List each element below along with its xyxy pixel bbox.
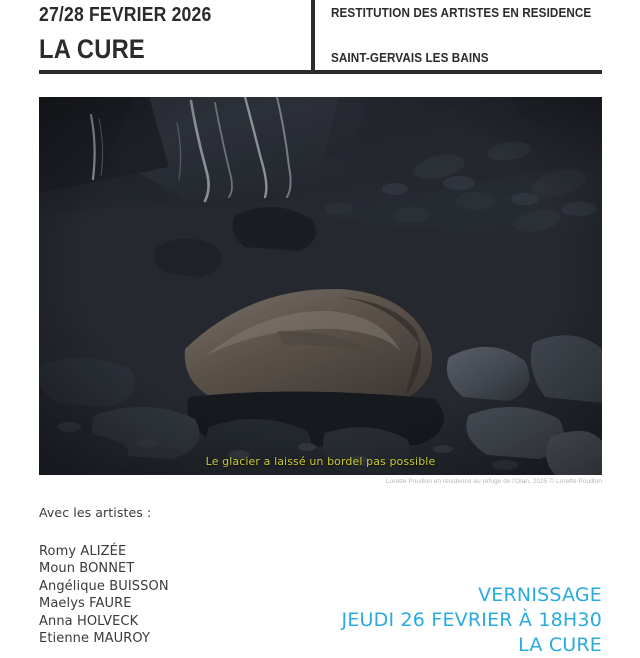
- header-vertical-divider: [311, 0, 315, 72]
- event-city: SAINT-GERVAIS LES BAINS: [331, 50, 489, 65]
- photo-credit: Lorette Pouillon en résidence au refuge de l'Olan, 2025 © Lorette Pouillon: [385, 478, 602, 485]
- list-item: Anna HOLVECK: [39, 613, 139, 629]
- artists-section: [39, 505, 339, 647]
- event-kicker: RESTITUTION DES ARTISTES EN RESIDENCE: [331, 5, 592, 20]
- scree-slope-illustration: [39, 97, 602, 475]
- vernissage-heading: VERNISSAGE: [478, 584, 602, 606]
- artists-list: [39, 543, 339, 647]
- list-item: Romy ALIZÉE: [39, 544, 127, 559]
- header-horizontal-rule: [39, 70, 602, 74]
- header-right-block: [331, 0, 602, 72]
- list-item: Moun BONNET: [39, 561, 135, 577]
- list-item: Etienne MAUROY: [39, 631, 151, 647]
- poster-header: [39, 0, 602, 72]
- page-title: LA CURE: [39, 34, 145, 64]
- vernissage-datetime: JEUDI 26 FEVRIER À 18H30: [341, 609, 602, 631]
- list-item: Angélique BUISSON: [39, 578, 169, 594]
- vernissage-block: [342, 583, 602, 658]
- vernissage-venue: LA CURE: [518, 634, 602, 656]
- header-left-block: [39, 0, 301, 72]
- artists-section-title: Avec les artistes :: [39, 505, 152, 520]
- event-date: 27/28 FEVRIER 2026: [39, 4, 212, 26]
- photo-caption-overlay: Le glacier a laissé un bordel pas possible: [205, 455, 436, 468]
- hero-photo: [39, 97, 602, 475]
- list-item: Maelys FAURE: [39, 596, 132, 612]
